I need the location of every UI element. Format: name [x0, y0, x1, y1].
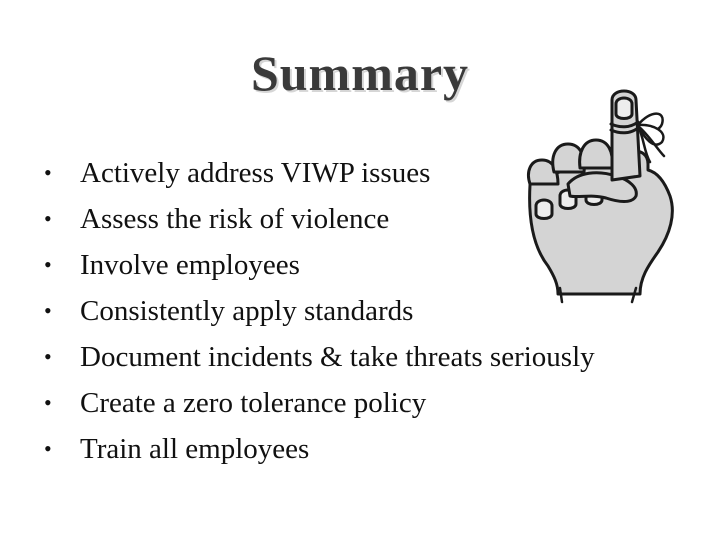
bullet-text: Create a zero tolerance policy — [80, 387, 427, 419]
bullet-text: Involve employees — [80, 249, 300, 281]
bullet-marker: • — [44, 390, 52, 415]
bullet-marker: • — [44, 298, 52, 323]
bullet-marker: • — [44, 252, 52, 277]
bullet-text: Document incidents & take threats seriously — [80, 341, 595, 373]
bullet-text: Actively address VIWP issues — [80, 157, 431, 189]
bullet-marker: • — [44, 436, 52, 461]
reminder-hand-graphic — [508, 80, 698, 305]
bullet-item — [44, 334, 704, 380]
slide-title: Summary — [250, 45, 470, 101]
bullet-marker: • — [44, 206, 52, 231]
finger-knuckle — [580, 140, 613, 168]
bullet-text: Assess the risk of violence — [80, 203, 390, 235]
bullet-marker: • — [44, 160, 52, 185]
bullet-text: Train all employees — [80, 433, 310, 465]
fingernail — [616, 98, 632, 119]
bullet-text: Consistently apply standards — [80, 295, 414, 327]
bullet-item — [44, 380, 704, 426]
string-tied-finger-reminder-icon — [508, 80, 698, 305]
bullet-item — [44, 426, 704, 472]
fingernail — [536, 200, 552, 219]
bullet-marker: • — [44, 344, 52, 369]
